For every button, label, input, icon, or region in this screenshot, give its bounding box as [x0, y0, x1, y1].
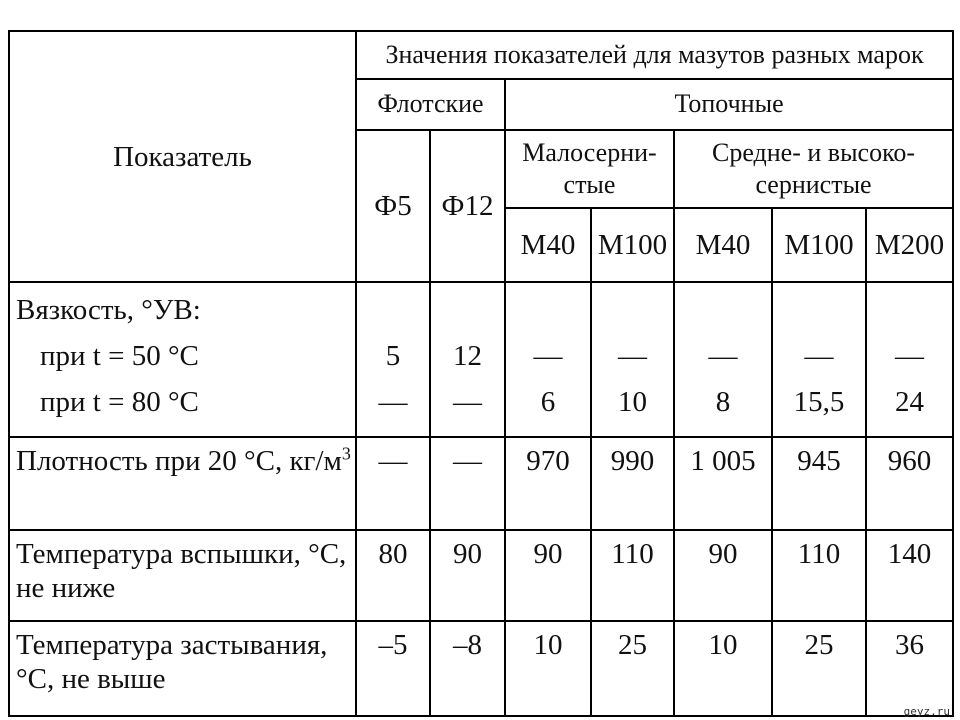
viscosity-f5: 5 — [356, 282, 430, 437]
density-m100-high: 945 [772, 437, 866, 530]
sub-low-sulfur: Малосерни- стые [505, 130, 674, 208]
viscosity-50-label: при t = 50 °С [40, 340, 199, 373]
density-m40-low: 970 [505, 437, 591, 530]
flash-f12: 90 [430, 530, 505, 622]
site-watermark: geyz.ru [903, 705, 950, 718]
pour-f5: –5 [356, 621, 430, 716]
group-furnace: Топочные [505, 79, 953, 129]
density-m40-high: 1 005 [674, 437, 772, 530]
grade-f12: Ф12 [430, 130, 505, 283]
flash-m100-high: 110 [772, 530, 866, 622]
pour-m100-low: 25 [591, 621, 674, 716]
param-header-label: Показатель [113, 140, 252, 173]
density-f12: — [430, 437, 505, 530]
param-header-cell [9, 31, 356, 282]
values-caption: Значения показателей для мазутов разных марок [356, 31, 953, 79]
pour-point-label: Температура застывания, °С, не выше [9, 621, 356, 716]
density-label: Плотность при 20 °С, $кг/м^3$ [9, 437, 356, 530]
viscosity-label: Вязкость, °УВ: [16, 294, 201, 327]
grade-m100-low: М100 [591, 208, 674, 282]
grade-m40-high: М40 [674, 208, 772, 282]
viscosity-f12: 12 — [430, 282, 505, 437]
grade-m100-high: М100 [772, 208, 866, 282]
fuel-oil-table [8, 30, 954, 717]
table-row-flash-point [9, 530, 953, 622]
grade-m200-high: М200 [866, 208, 953, 282]
pour-m200-high: 36 [866, 621, 953, 716]
viscosity-80-label: при t = 80 °С [40, 386, 199, 419]
viscosity-m100-low: — 10 [591, 282, 674, 437]
table-row-density [9, 437, 953, 530]
pour-m40-high: 10 [674, 621, 772, 716]
sub-mid-high-sulfur: Средне- и высоко- сернистые [674, 130, 953, 208]
density-m100-low: 990 [591, 437, 674, 530]
table-row-viscosity [9, 282, 953, 437]
flash-m200-high: 140 [866, 530, 953, 622]
density-m200-high: 960 [866, 437, 953, 530]
flash-f5: 80 [356, 530, 430, 622]
grade-f5: Ф5 [356, 130, 430, 283]
group-fleet: Флотские [356, 79, 505, 129]
viscosity-m40-low: — 6 [505, 282, 591, 437]
flash-point-label: Температура вспышки, °С, не ниже [9, 530, 356, 622]
density-f5: — [356, 437, 430, 530]
flash-m100-low: 110 [591, 530, 674, 622]
flash-m40-low: 90 [505, 530, 591, 622]
viscosity-m200-high: — 24 [866, 282, 953, 437]
table-row-pour-point [9, 621, 953, 716]
pour-m40-low: 10 [505, 621, 591, 716]
flash-m40-high: 90 [674, 530, 772, 622]
grade-m40-low: М40 [505, 208, 591, 282]
viscosity-m40-high: — 8 [674, 282, 772, 437]
pour-f12: –8 [430, 621, 505, 716]
viscosity-label-cell [9, 282, 356, 437]
pour-m100-high: 25 [772, 621, 866, 716]
viscosity-m100-high: — 15,5 [772, 282, 866, 437]
